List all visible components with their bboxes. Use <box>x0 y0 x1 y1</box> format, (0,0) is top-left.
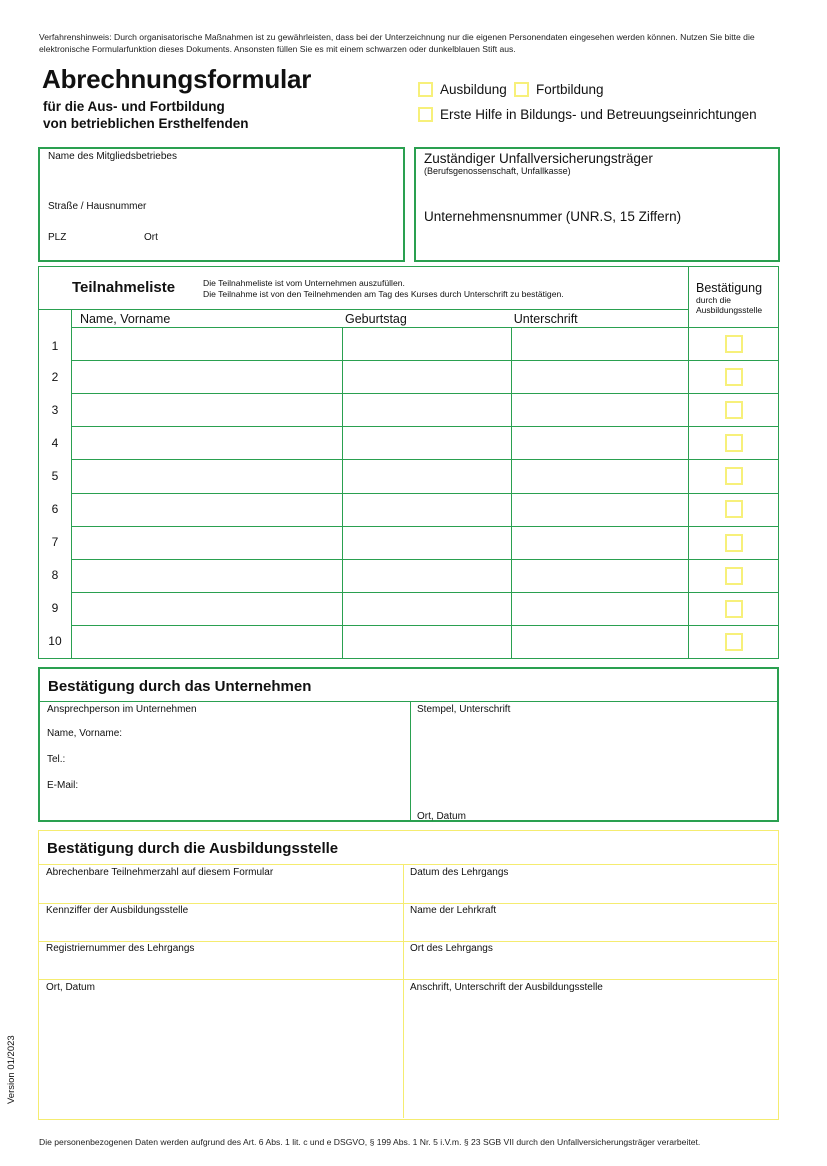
course-location-label: Ort des Lehrgangs <box>410 943 493 954</box>
row-number-column <box>39 310 72 659</box>
confirm-checkbox[interactable] <box>725 368 743 386</box>
signature-cell[interactable] <box>512 526 689 559</box>
birthday-cell[interactable] <box>343 592 512 625</box>
table-row <box>39 361 779 394</box>
plz-label: PLZ <box>48 232 67 243</box>
row-number: 7 <box>51 535 59 549</box>
name-cell[interactable] <box>71 493 343 526</box>
birthday-cell[interactable] <box>343 394 512 427</box>
center-id-label: Kennziffer der Ausbildungsstelle <box>46 905 189 916</box>
row-number: 5 <box>51 469 59 483</box>
course-date-label: Datum des Lehrgangs <box>410 867 509 878</box>
name-cell[interactable] <box>71 328 343 361</box>
column-header-signature: Unterschrift <box>512 310 689 328</box>
confirm-column-header <box>689 267 779 328</box>
privacy-footer: Die personenbezogenen Daten werden aufgrund des Art. 6 Abs. 1 lit. c und e DSGVO, § 199 Abs. 1 Nr. 5 i.V.m. § 23 SGB VII durch den Unfallversicherungsträger verarbeitet. <box>39 1137 701 1147</box>
checkbox-fortbildung[interactable] <box>514 82 529 97</box>
divider <box>410 701 411 820</box>
table-row <box>39 559 779 592</box>
signature-cell[interactable] <box>512 328 689 361</box>
training-confirmation-title: Bestätigung durch die Ausbildungsstelle <box>47 840 339 857</box>
signature-cell[interactable] <box>512 427 689 460</box>
confirm-cell <box>689 328 779 361</box>
name-cell[interactable] <box>71 394 343 427</box>
confirm-cell <box>689 493 779 526</box>
teacher-name-label: Name der Lehrkraft <box>410 905 497 916</box>
table-row <box>39 328 779 361</box>
birthday-cell[interactable] <box>343 427 512 460</box>
participants-title: Teilnahmeliste <box>72 279 176 296</box>
email-label: E-Mail: <box>47 780 79 791</box>
table-row <box>39 592 779 625</box>
confirm-sub-1: durch die <box>696 295 731 305</box>
company-name-label: Name des Mitgliedsbetriebes <box>48 151 177 162</box>
signature-cell[interactable] <box>512 625 689 658</box>
name-cell[interactable] <box>71 559 343 592</box>
confirm-checkbox[interactable] <box>725 600 743 618</box>
table-row <box>39 526 779 559</box>
table-row <box>39 493 779 526</box>
signature-cell[interactable] <box>512 559 689 592</box>
name-cell[interactable] <box>71 361 343 394</box>
signature-cell[interactable] <box>512 592 689 625</box>
confirm-checkbox[interactable] <box>725 534 743 552</box>
birthday-cell[interactable] <box>343 328 512 361</box>
divider <box>39 864 777 865</box>
place-date-label: Ort, Datum <box>46 982 95 993</box>
checkbox-ausbildung[interactable] <box>418 82 433 97</box>
confirm-cell <box>689 361 779 394</box>
confirm-checkbox[interactable] <box>725 567 743 585</box>
insurer-sublabel: (Berufsgenossenschaft, Unfallkasse) <box>424 166 571 176</box>
divider <box>403 864 404 1118</box>
row-number: 4 <box>51 436 59 450</box>
confirm-checkbox[interactable] <box>725 434 743 452</box>
signature-cell[interactable] <box>512 394 689 427</box>
name-cell[interactable] <box>71 526 343 559</box>
confirm-sub-2: Ausbildungsstelle <box>696 305 763 315</box>
contact-name-label: Name, Vorname: <box>47 728 123 739</box>
confirm-cell <box>689 559 779 592</box>
name-cell[interactable] <box>71 592 343 625</box>
row-number: 3 <box>51 403 59 417</box>
confirm-cell <box>689 460 779 493</box>
confirm-cell <box>689 592 779 625</box>
divider <box>39 903 777 904</box>
participants-note <box>203 278 564 299</box>
form-title: Abrechnungsformular <box>42 64 312 94</box>
company-confirmation-box <box>38 667 779 822</box>
option-fortbildung-label: Fortbildung <box>536 82 604 97</box>
company-confirmation-title: Bestätigung durch das Unternehmen <box>48 678 312 695</box>
option-ausbildung-label: Ausbildung <box>440 82 507 97</box>
divider <box>40 701 777 702</box>
address-signature-label: Anschrift, Unterschrift der Ausbildungsstelle <box>410 982 603 993</box>
company-box <box>38 147 405 262</box>
stamp-label: Stempel, Unterschrift <box>417 704 511 715</box>
confirm-checkbox[interactable] <box>725 401 743 419</box>
table-row <box>39 625 779 658</box>
option-ausbildung[interactable] <box>418 82 507 97</box>
subtitle-line-1: für die Aus- und Fortbildung <box>43 99 225 114</box>
divider <box>39 979 777 980</box>
table-row <box>39 460 779 493</box>
ort-label: Ort <box>144 232 158 243</box>
birthday-cell[interactable] <box>343 625 512 658</box>
checkbox-erste-hilfe[interactable] <box>418 107 433 122</box>
signature-cell[interactable] <box>512 460 689 493</box>
confirm-checkbox[interactable] <box>725 500 743 518</box>
insurer-box <box>414 147 780 262</box>
row-number: 6 <box>51 502 59 516</box>
option-erste-hilfe-label: Erste Hilfe in Bildungs- und Betreuungseinrichtungen <box>440 107 757 122</box>
birthday-cell[interactable] <box>343 526 512 559</box>
divider <box>39 941 777 942</box>
row-number: 8 <box>51 568 59 582</box>
confirm-header: Bestätigung <box>696 281 763 295</box>
participants-header <box>39 267 689 310</box>
participants-note-line-2: Die Teilnahme ist von den Teilnehmenden am Tag des Kurses durch Unterschrift zu bestätigen. <box>203 288 564 299</box>
street-label: Straße / Hausnummer <box>48 201 147 212</box>
table-row <box>39 427 779 460</box>
contact-label: Ansprechperson im Unternehmen <box>47 704 197 715</box>
name-cell[interactable] <box>71 460 343 493</box>
row-number: 9 <box>51 601 59 615</box>
row-number: 2 <box>51 370 59 384</box>
signature-cell[interactable] <box>512 361 689 394</box>
participant-count-label: Abrechenbare Teilnehmerzahl auf diesem Formular <box>46 867 274 878</box>
training-confirmation-box <box>38 830 779 1120</box>
birthday-cell[interactable] <box>343 559 512 592</box>
birthday-cell[interactable] <box>343 493 512 526</box>
form-subtitle <box>43 98 249 132</box>
confirm-checkbox[interactable] <box>725 467 743 485</box>
table-row <box>39 394 779 427</box>
birthday-cell[interactable] <box>343 361 512 394</box>
tel-label: Tel.: <box>47 754 66 765</box>
company-name-field[interactable] <box>48 163 398 199</box>
subtitle-line-2: von betrieblichen Ersthelfenden <box>43 116 249 131</box>
row-number: 10 <box>48 634 62 648</box>
confirm-cell <box>689 394 779 427</box>
option-fortbildung[interactable] <box>514 82 604 97</box>
registration-number-label: Registriernummer des Lehrgangs <box>46 943 195 954</box>
confirm-cell <box>689 526 779 559</box>
signature-cell[interactable] <box>512 493 689 526</box>
confirm-cell <box>689 625 779 658</box>
confirm-checkbox[interactable] <box>725 335 743 353</box>
option-erste-hilfe[interactable] <box>418 107 757 122</box>
column-header-birthday: Geburtstag <box>343 310 512 328</box>
participants-note-line-1: Die Teilnahmeliste ist vom Unternehmen auszufüllen. <box>203 278 405 288</box>
procedure-notice: Verfahrenshinweis: Durch organisatorische Maßnahmen ist zu gewährleisten, dass bei der Unterzeichnung nur die eigenen Personendaten eingesehen werden können. Nutzen Sie bitte die elektronische Formularfunktion dieses Dokuments. Ansonsten füllen Sie es mit einem schwarzen oder dunkelblauen Stift aus. <box>39 32 755 54</box>
name-cell[interactable] <box>71 625 343 658</box>
row-number: 1 <box>51 339 59 353</box>
version-label: Version 01/2023 <box>6 1035 17 1104</box>
confirm-checkbox[interactable] <box>725 633 743 651</box>
birthday-cell[interactable] <box>343 460 512 493</box>
participants-table <box>38 266 779 659</box>
insurer-label: Zuständiger Unfallversicherungsträger <box>424 151 653 166</box>
confirm-cell <box>689 427 779 460</box>
place-date-label: Ort, Datum <box>417 811 466 822</box>
name-cell[interactable] <box>71 427 343 460</box>
unr-label: Unternehmensnummer (UNR.S, 15 Ziffern) <box>424 209 682 224</box>
column-header-name: Name, Vorname <box>71 310 343 328</box>
